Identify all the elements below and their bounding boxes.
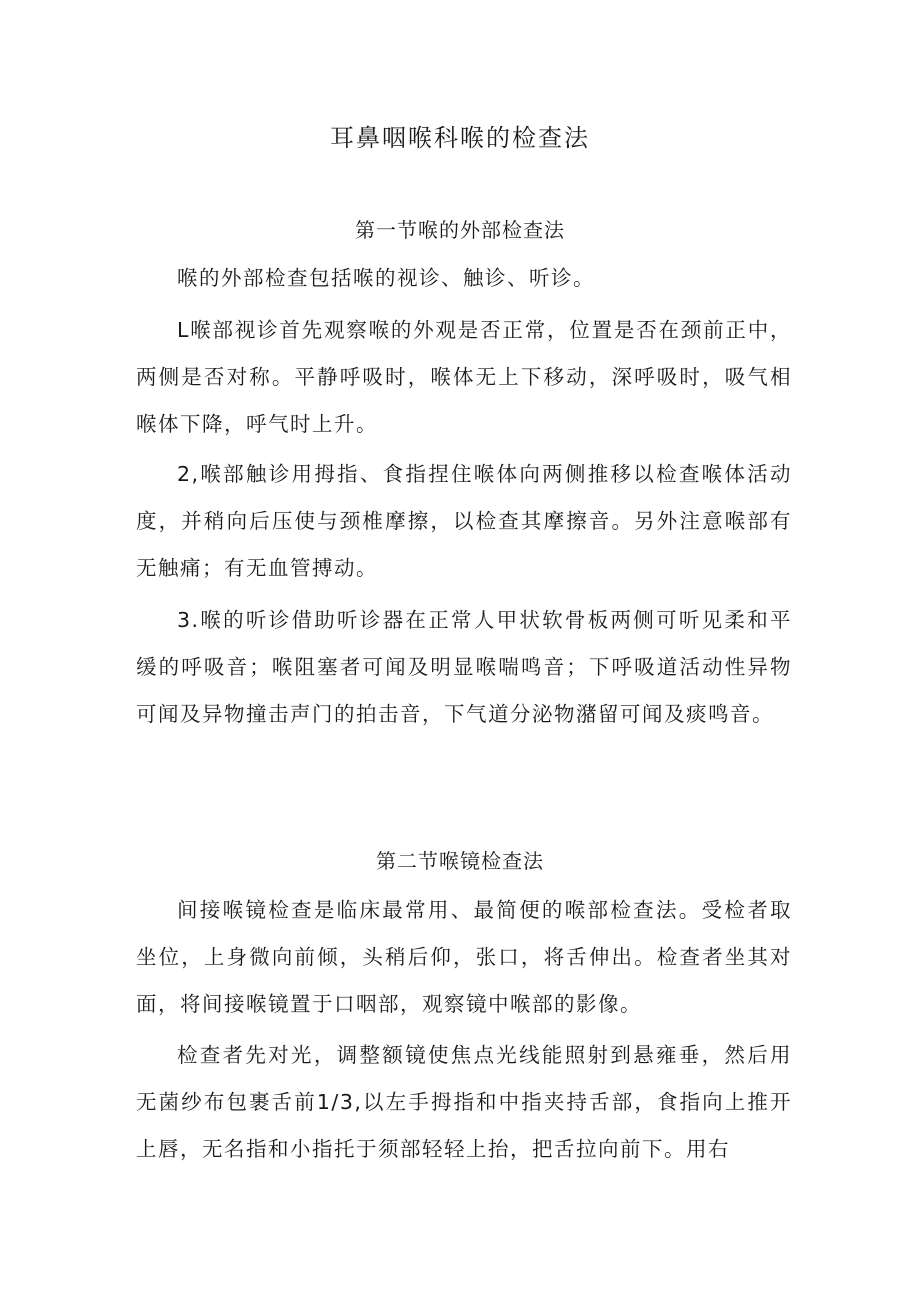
paragraph: 喉的外部检查包括喉的视诊、触诊、听诊。 [177,266,595,290]
paragraph: L喉部视诊首先观察喉的外观是否正常，位置是否在颈前正中，两侧是否对称。平静呼吸时，喉体无上下移动，深呼吸时，吸气相喉体下降，呼气时上升。 [136,318,792,436]
paragraph: 间接喉镜检查是临床最常用、最简便的喉部检查法。受检者取坐位，上身微向前倾，头稍后仰，张口，将舌伸出。检查者坐其对面，将间接喉镜置于口咽部，观察镜中喉部的影像。 [136,898,792,1016]
paragraph: 检查者先对光，调整额镜使焦点光线能照射到悬雍垂，然后用无菌纱布包裹舌前1/3,以左手拇指和中指夹持舌部，食指向上推开上唇，无名指和小指托于须部轻轻上抬，把舌拉向前下。用右 [136,1043,792,1161]
section-heading-1: 第一节喉的外部检查法 [355,218,565,242]
document-title: 耳鼻咽喉科喉的检查法 [330,124,590,152]
paragraph: 3.喉的听诊借助听诊器在正常人甲状软骨板两侧可听见柔和平缓的呼吸音；喉阻塞者可闻及明显喉喘鸣音；下呼吸道活动性异物可闻及异物撞击声门的拍击音，下气道分泌物潴留可闻及痰鸣音。 [136,608,792,726]
section-heading-2: 第二节喉镜检查法 [376,849,544,873]
paragraph: 2,喉部触诊用拇指、食指捏住喉体向两侧推移以检查喉体活动度，并稍向后压使与颈椎摩擦，以检查其摩擦音。另外注意喉部有无触痛；有无血管搏动。 [136,462,792,580]
